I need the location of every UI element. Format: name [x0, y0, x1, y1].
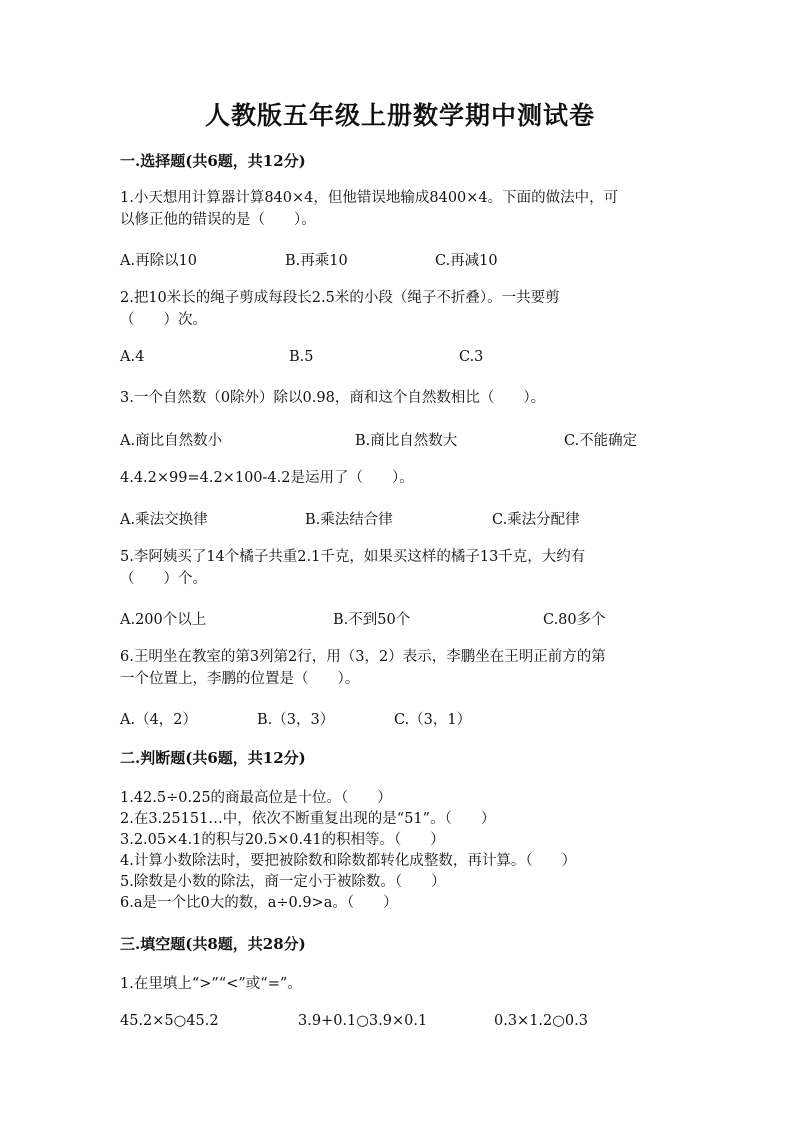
- answer-option: B.再乘10: [285, 253, 348, 269]
- judgement-item: 1.42.5÷0.25的商最高位是十位。（ ）: [120, 790, 392, 806]
- answer-option: A.商比自然数小: [120, 433, 223, 449]
- answer-option: C.乘法分配律: [492, 512, 580, 528]
- question-stem-line: 2.把10米长的绳子剪成每段长2.5米的小段（绳子不折叠）。一共要剪: [120, 290, 560, 306]
- question-stem-line: （ ）次。: [120, 312, 207, 328]
- section-heading-judgement: 二.判断题(共6题，共12分): [120, 749, 306, 767]
- comparison-item: 45.2×5○45.2: [120, 1013, 219, 1029]
- question-text: [120, 387, 680, 409]
- answer-option: C.不能确定: [564, 433, 638, 449]
- judgement-item: 2.在3.25151…中，依次不断重复出现的是“51”。（ ）: [120, 811, 496, 827]
- answer-option: C.80多个: [543, 612, 606, 628]
- answer-option: A.（4，2）: [120, 712, 198, 728]
- judgement-item: 4.计算小数除法时，要把被除数和除数都转化成整数，再计算。（ ）: [120, 853, 577, 869]
- answer-option: B.乘法结合律: [305, 512, 393, 528]
- comparison-item: 3.9+0.1○3.9×0.1: [298, 1013, 428, 1029]
- comparison-item: 0.3×1.2○0.3: [494, 1013, 588, 1029]
- answer-option: A.再除以10: [120, 253, 198, 269]
- question-stem-line: 以修正他的错误的是（ ）。: [120, 212, 316, 228]
- question-stem-line: 3.一个自然数（0除外）除以0.98，商和这个自然数相比（ ）。: [120, 390, 546, 406]
- question-text: [120, 287, 680, 331]
- answer-option: A.乘法交换律: [120, 512, 208, 528]
- question-stem-line: 5.李阿姨买了14个橘子共重2.1千克，如果买这样的橘子13千克，大约有: [120, 549, 586, 565]
- judgement-item: 5.除数是小数的除法，商一定小于被除数。（ ）: [120, 874, 446, 890]
- question-text: [120, 546, 680, 590]
- answer-option: B.（3，3）: [257, 712, 335, 728]
- answer-option: B.商比自然数大: [355, 433, 458, 449]
- judgement-item: 3.2.05×4.1的积与20.5×0.41的积相等。（ ）: [120, 832, 445, 848]
- question-stem-line: 一个位置上，李鹏的位置是（ ）。: [120, 671, 360, 687]
- question-stem-line: 1.小天想用计算器计算840×4，但他错误地输成8400×4。下面的做法中，可: [120, 190, 619, 206]
- question-stem-line: 6.王明坐在教室的第3列第2行，用（3，2）表示，李鹏坐在王明正前方的第: [120, 649, 606, 665]
- question-text: [120, 467, 680, 489]
- section-heading-fill-in: 三.填空题(共8题，共28分): [120, 935, 306, 953]
- judgement-item: 6.a是一个比0大的数，a÷0.9>a。（ ）: [120, 895, 398, 911]
- exam-title: 人教版五年级上册数学期中测试卷: [204, 101, 595, 130]
- question-text: [120, 646, 680, 690]
- answer-option: A.4: [120, 349, 145, 365]
- answer-option: B.不到50个: [333, 612, 411, 628]
- answer-option: A.200个以上: [120, 612, 207, 628]
- question-stem-line: 4.4.2×99=4.2×100-4.2是运用了（ ）。: [120, 470, 414, 486]
- answer-option: B.5: [289, 349, 314, 365]
- question-stem-line: （ ）个。: [120, 571, 207, 587]
- question-text: [120, 187, 680, 231]
- answer-option: C.再减10: [435, 253, 498, 269]
- answer-option: C.（3，1）: [394, 712, 472, 728]
- section-heading-choice: 一.选择题(共6题，共12分): [120, 152, 306, 170]
- fill-in-question: 1.在里填上“>”“<”或“=”。: [120, 976, 302, 992]
- answer-option: C.3: [459, 349, 484, 365]
